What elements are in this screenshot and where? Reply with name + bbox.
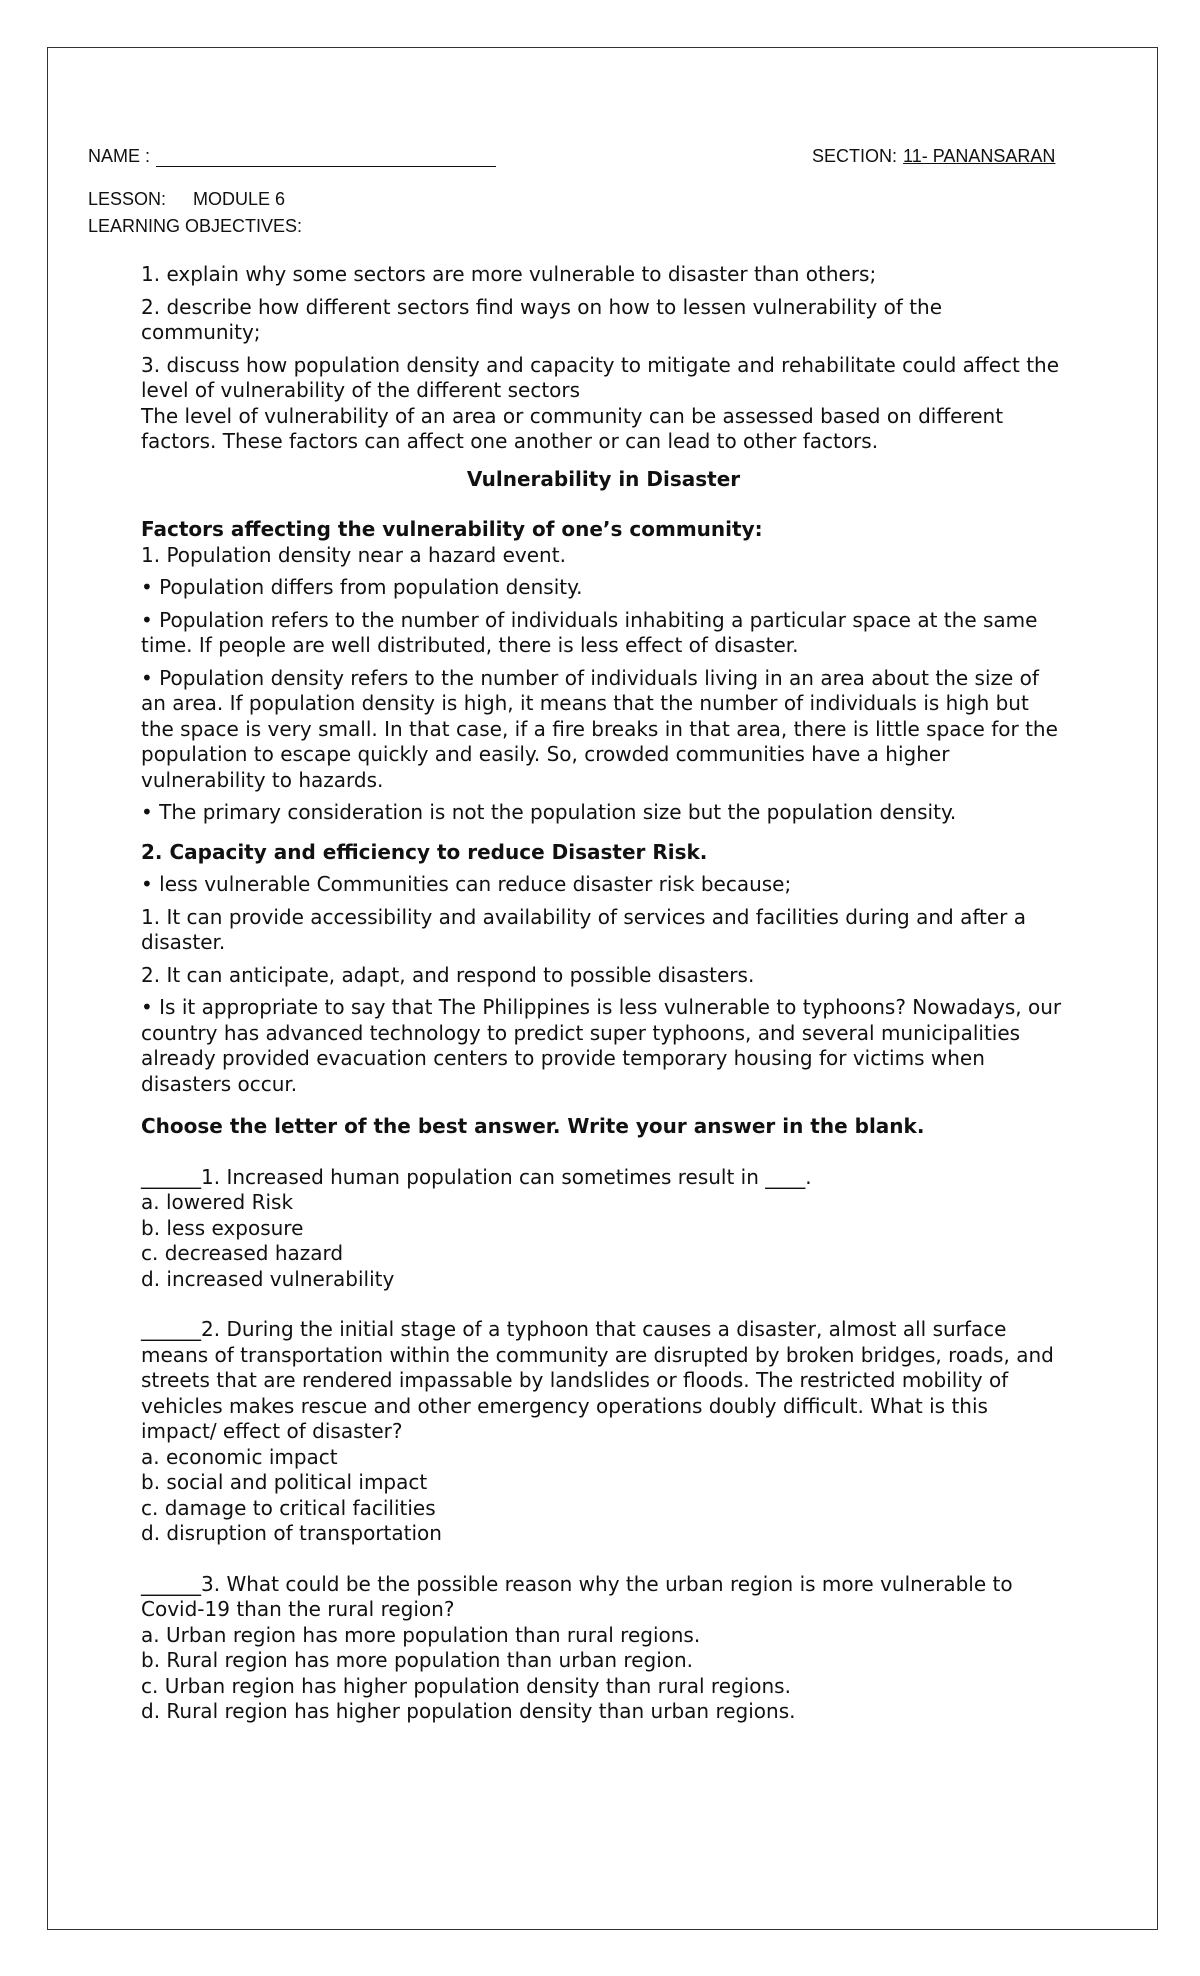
section-field	[812, 146, 1055, 167]
question-1	[141, 1165, 1066, 1293]
factor2-item: 2. It can anticipate, adapt, and respond to possible disasters.	[141, 962, 755, 987]
quiz-instruction: Choose the letter of the best answer. Write your answer in the blank.	[141, 1114, 925, 1138]
objective-item: 3. discuss how population density and capacity to mitigate and rehabilitate could affect the level of vulnerability of the different sectors	[141, 352, 1060, 402]
choice: b. Rural region has more population than urban region.	[141, 1648, 694, 1672]
choice: b. social and political impact	[141, 1470, 428, 1494]
objective-item: 1. explain why some sectors are more vulnerable to disaster than others;	[141, 262, 877, 286]
choice: d. increased vulnerability	[141, 1266, 395, 1291]
question-text: ______2. During the initial stage of a typhoon that causes a disaster, almost all surface means of transportation within the community are disrupted by broken bridges, roads, and streets that are rendered impassable by landslides or floods. The restricted mobility of vehicles makes rescue and other emergency operations doubly difficult. What is this impact/ effect of disaster?	[141, 1317, 1054, 1443]
choice: a. economic impact	[141, 1444, 338, 1469]
lesson-value: MODULE 6	[193, 189, 286, 209]
intro-paragraph: The level of vulnerability of an area or community can be assessed based on different factors. These factors can affect one another or can lead to other factors.	[141, 403, 1004, 453]
lesson-label: LESSON:	[88, 189, 167, 209]
objective-item: 2. describe how different sectors find ways on how to lessen vulnerability of the community;	[141, 294, 943, 344]
question-3	[141, 1572, 1066, 1725]
choice: c. decreased hazard	[141, 1241, 344, 1265]
factors-heading: Factors affecting the vulnerability of one’s community:	[141, 517, 763, 541]
choice: b. less exposure	[141, 1215, 304, 1240]
factor1-bullet: • Population differs from population density.	[141, 575, 583, 599]
name-field	[88, 146, 496, 167]
factor2-item: • Is it appropriate to say that The Philippines is less vulnerable to typhoons? Nowadays, our country has advanced technology to predict super typhoons, and several municipalities already provided evacuation centers to provide temporary housing for victims when disasters occur.	[141, 995, 1062, 1096]
question-2	[141, 1317, 1066, 1547]
factor2-item: 1. It can provide accessibility and availability of services and facilities during and after a disaster.	[141, 904, 1027, 954]
document-body	[141, 262, 1066, 1750]
name-label: NAME :	[88, 146, 151, 166]
choice: d. Rural region has higher population density than urban regions.	[141, 1699, 796, 1723]
factor1-bullet: • Population density refers to the number of individuals living in an area about the size of an area. If population density is high, it means that the number of individuals is high but the space is very small. In that case, if a fire breaks in that area, there is little space for the population to escape quickly and easily. So, crowded communities have a higher vulnerability to hazards.	[141, 665, 1058, 792]
question-text: ______1. Increased human population can sometimes result in ____.	[141, 1164, 812, 1189]
section-label: SECTION:	[812, 146, 898, 166]
question-text: ______3. What could be the possible reason why the urban region is more vulnerable to Covid-19 than the rural region?	[141, 1571, 1013, 1621]
choice: c. damage to critical facilities	[141, 1495, 436, 1520]
choice: a. lowered Risk	[141, 1190, 294, 1214]
name-blank[interactable]	[156, 148, 496, 167]
factor1-bullet: • Population refers to the number of individuals inhabiting a particular space at the same time. If people are well distributed, there is less effect of disaster.	[141, 607, 1038, 657]
section-value: 11- PANANSARAN	[903, 146, 1056, 166]
page-title: Vulnerability in Disaster	[466, 466, 741, 491]
choice: d. disruption of transportation	[141, 1521, 442, 1545]
objectives-label: LEARNING OBJECTIVES:	[88, 216, 303, 236]
factor2-item: • less vulnerable Communities can reduce disaster risk because;	[141, 872, 792, 896]
choice: a. Urban region has more population than rural regions.	[141, 1622, 701, 1647]
choice: c. Urban region has higher population density than rural regions.	[141, 1673, 791, 1698]
factor1-bullet: • The primary consideration is not the population size but the population density.	[141, 800, 957, 824]
lesson-field	[88, 189, 285, 210]
factor2-heading: 2. Capacity and efficiency to reduce Disaster Risk.	[141, 839, 708, 864]
factor1-heading: 1. Population density near a hazard event.	[141, 542, 566, 567]
